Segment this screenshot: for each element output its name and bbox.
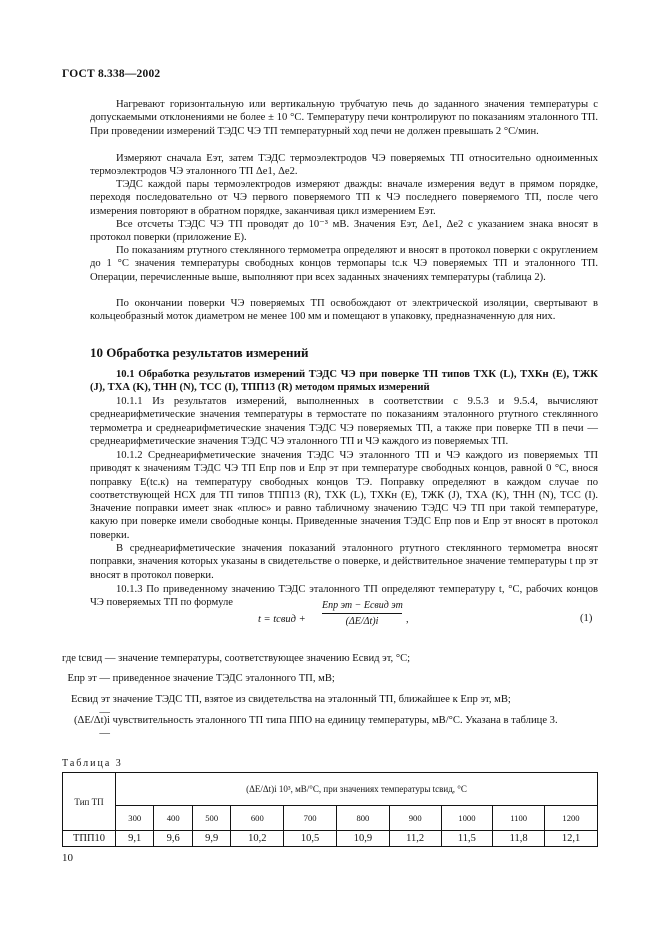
temperature-header: 900: [389, 806, 441, 831]
section-title: 10 Обработка результатов измерений: [90, 345, 309, 360]
paragraph-packing: По окончании поверки ЧЭ поверяемых ТП освобождают от электрической изоляции, свертывают в кольцеобразный моток диаметром не менее 100 мм и помещают в упаковку, предназначенную для них.: [90, 298, 598, 323]
table-cell: 12,1: [545, 831, 598, 847]
temperature-header: 1200: [545, 806, 598, 831]
table-cell: 9,6: [154, 831, 192, 847]
definition-e-pr: [62, 672, 602, 685]
paragraph-10-1-3: 10.1.3 По приведенному значению ТЭДС эталонного ТП определяют температуру t, °С, рабочих концов ЧЭ поверяемых ТП по формуле: [90, 584, 598, 609]
temperature-header: 600: [231, 806, 284, 831]
sensitivity-table: [62, 772, 598, 847]
definition-sensitivity: [62, 714, 602, 741]
temperature-header: 700: [284, 806, 337, 831]
temperature-header: 1100: [493, 806, 545, 831]
paragraph-readings: Все отсчеты ТЭДС ЧЭ ТП проводят до 10⁻³ мВ. Значения Eэт, Δe1, Δe2 с указанием знака вносят в протокол поверки (приложение Е).: [90, 219, 598, 244]
formula-numerator: Eпр эт − Eсвид эт: [322, 600, 402, 614]
formula-denominator: (ΔE/Δt)i: [345, 616, 379, 627]
temperature-header: 1000: [441, 806, 493, 831]
paragraph-10-1-1: 10.1.1 Из результатов измерений, выполненных в соответствии с 9.5.3 и 9.5.4, вычисляют среднеарифметические значения температуры в термостате по показаниям эталонного ртутного стеклянного термометра и среднеарифметические значения ТЭДС ЧЭ поверяемых ТП, а также при поверке ТП в печи — среднеарифметические значения ТЭДС ЧЭ эталонного ТП и ЧЭ каждого из поверяемых ТП.: [90, 396, 598, 447]
table-row: [63, 831, 598, 847]
temperature-header: 500: [192, 806, 230, 831]
formula-lhs: t = tсвид +: [258, 614, 306, 625]
temperature-header: 800: [337, 806, 390, 831]
definition-t-svid: [62, 652, 602, 665]
paragraph-furnace-heating: Нагревают горизонтальную или вертикальную трубчатую печь до заданного значения температуры с допускаемыми отклонениями не более ± 10 °С. Температуру печи контролируют по показаниям эталонного ТП. При проведении измерений ТЭДС ЧЭ ТП температурный ход печи не должен превышать 2 °С/мин.: [90, 99, 598, 137]
definition-text: значение температуры, соответствующее значению Eсвид эт, °С;: [118, 653, 411, 664]
definition-text: приведенное значение ТЭДС эталонного ТП, мВ;: [112, 673, 335, 684]
paragraph-thermometer-correction: В среднеарифметические значения показаний эталонного ртутного стеклянного термометра вносят поправки, значения которых указаны в свидетельстве о поверке, и действительное значение температуры t пр эт вносят в протокол поверки.: [90, 543, 598, 581]
table-cell: 10,2: [231, 831, 284, 847]
table-caption: Таблица 3: [62, 758, 123, 769]
definition-symbol: Eпр эт —: [67, 673, 110, 684]
paragraph-10-1-2: 10.1.2 Среднеарифметические значения ТЭДС ЧЭ эталонного ТП и ЧЭ каждого из поверяемых ТП приводят к значениям ТЭДС ЧЭ ТП Eпр пов и Eпр эт при температуре свободных концов, равной 0 °С, внося поправку E(tс.к) на температуру свободных концов ТЭ. Поправку определяют в каждом случае по соответствующей НСХ для ТП типов ТПП13 (R), ТХК (L), ТХКн (E), ТЖК (J), ТХА (K), ТНН (N), ТСС (I). Значение поправки имеет знак «плюс» и равно табличному значению ТЭДС ЧЭ ТП при такой температуре, какую при поверке имели свободные концы. Приведенные значения ТЭДС Eпр пов и Eпр эт вносят в протокол поверки.: [90, 450, 598, 541]
definition-symbol: где tсвид —: [62, 653, 116, 664]
paragraph-measure-twice: ТЭДС каждой пары термоэлектродов измеряют дважды: вначале измерения ведут в прямом порядке, переходя последовательно от ЧЭ первого поверяемого ТП к ЧЭ последнего поверяемого ТП, после чего измерения повторяют в обратном порядке, заканчивая цикл измерением Eэт.: [90, 179, 598, 217]
table-cell: 11,8: [493, 831, 545, 847]
table-cell: 10,5: [284, 831, 337, 847]
formula-1: [258, 598, 458, 642]
formula-fraction: [322, 600, 402, 627]
definition-text: чувствительность эталонного ТП типа ППО на единицу температуры, мВ/°С. Указана в таблице 3.: [112, 715, 558, 726]
temperature-header: 300: [116, 806, 154, 831]
table-row-header: Тип ТП: [63, 773, 116, 831]
table-cell-type: ТПП10: [63, 831, 116, 847]
definition-symbol: (ΔE/Δt)i —: [74, 715, 110, 740]
document-header: ГОСТ 8.338—2002: [62, 68, 161, 80]
formula-comma: ,: [406, 614, 409, 625]
table-cell: 11,2: [389, 831, 441, 847]
equation-number: (1): [580, 613, 593, 624]
table-cell: 10,9: [337, 831, 390, 847]
paragraph-thermometer: По показаниям ртутного стеклянного термометра определяют и вносят в протокол поверки с округлением до 1 °С значения температуры свободных концов термопары tс.к ЧЭ поверяемых ТП и эталонного ТП. Операции, перечисленные выше, выполняют при всех заданных значениях температуры (таблица 2).: [90, 245, 598, 283]
subsection-10-1: 10.1 Обработка результатов измерений ТЭДС ЧЭ при поверке ТП типов ТХК (L), ТХКн (E), ТЖК (J), ТХА (K), ТНН (N), ТСС (I), ТПП13 (R) методом прямых измерений: [90, 369, 598, 394]
definition-text: значение ТЭДС ТП, взятое из свидетельства на эталонный ТП, ближайшее к Eпр эт, мВ;: [112, 694, 511, 705]
definition-symbol: Eсвид эт —: [70, 694, 110, 719]
paragraph-measure-first: Измеряют сначала Eэт, затем ТЭДС термоэлектродов ЧЭ поверяемых ТП относительно одноименных термоэлектродов ЧЭ эталонного ТП Δe1, Δe2.: [90, 153, 598, 178]
table-cell: 11,5: [441, 831, 493, 847]
table-cell: 9,9: [192, 831, 230, 847]
page-number: 10: [62, 852, 73, 864]
table-group-header: (ΔE/Δt)i 10³, мВ/°С, при значениях температуры tсвид, °С: [116, 773, 598, 806]
temperature-header: 400: [154, 806, 192, 831]
table-cell: 9,1: [116, 831, 154, 847]
